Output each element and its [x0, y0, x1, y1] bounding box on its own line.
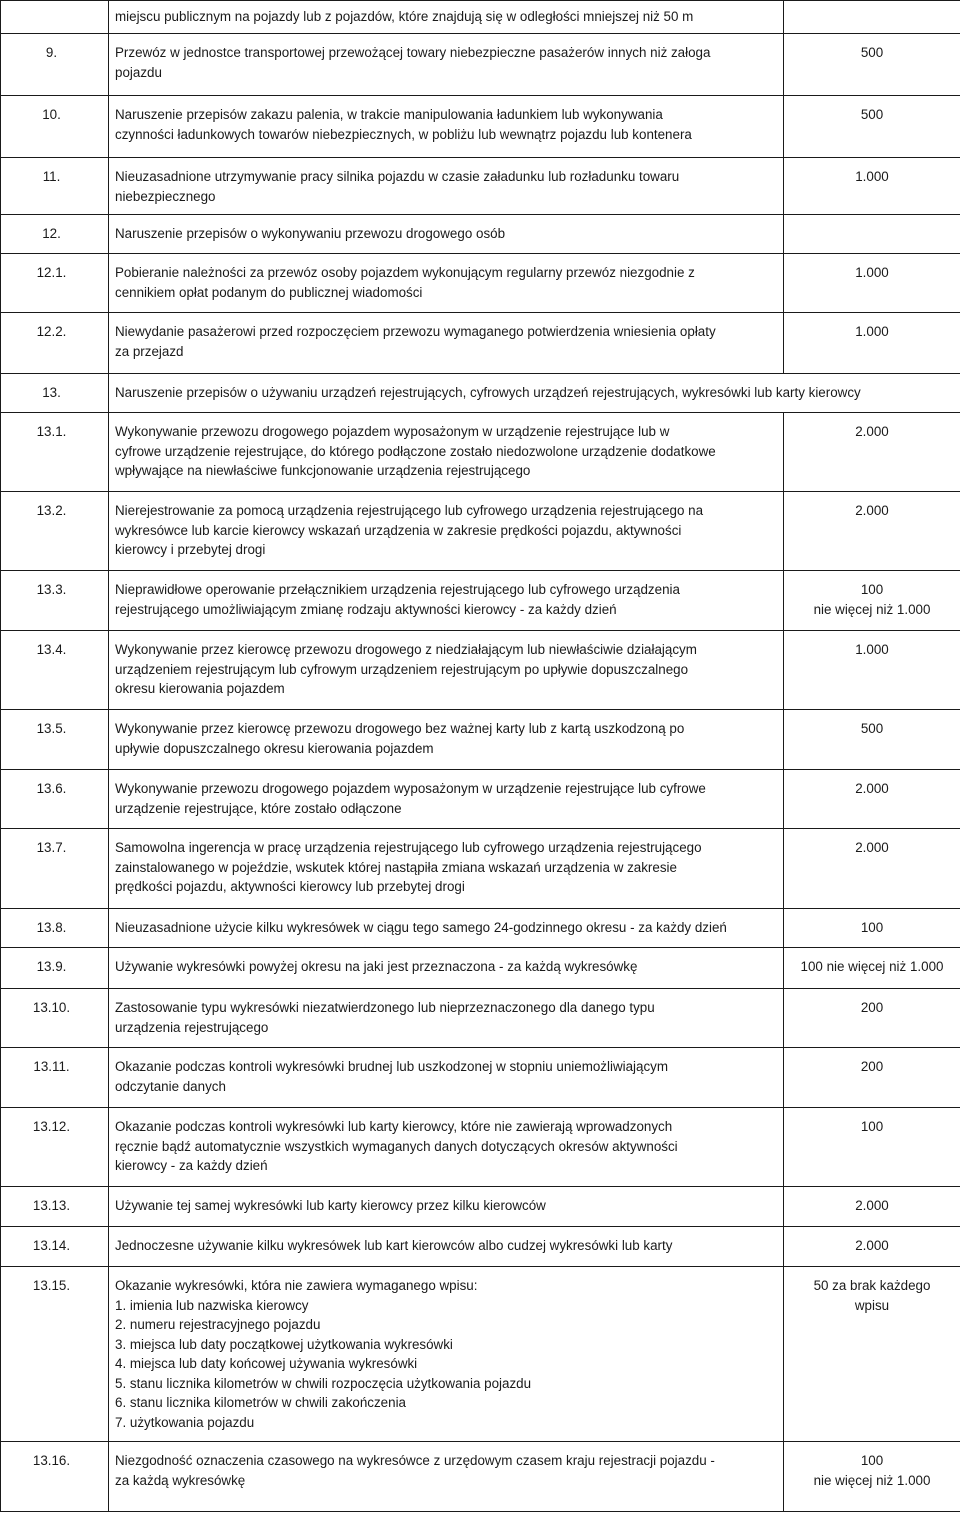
fine-amount: 2.000	[855, 424, 889, 439]
table-row	[1, 909, 960, 948]
row-number: 13.	[42, 385, 61, 400]
violation-description-line: pojazdu	[115, 64, 162, 80]
row-number: 13.14.	[32, 1238, 71, 1253]
table-row	[1, 1187, 960, 1227]
violation-description-line: Samowolna ingerencja w pracę urządzenia rejestrującego lub cyfrowego urządzenia rejestrującego	[115, 840, 702, 855]
fine-amount: 100	[860, 920, 884, 935]
violation-description-line: 3. miejsca lub daty początkowej użytkowania wykresówki	[115, 1336, 453, 1352]
fine-amount: 2.000	[855, 781, 889, 796]
violation-description-cell	[109, 1108, 784, 1187]
table-row	[1, 374, 960, 413]
violation-description-line: Okazanie wykresówki, która nie zawiera wymaganego wpisu:	[115, 1278, 478, 1293]
violation-description-line: urządzenia rejestrującego	[115, 1019, 269, 1035]
fine-amount: 2.000	[855, 840, 889, 855]
fine-amount-cell	[784, 215, 960, 254]
row-number: 13.11.	[33, 1059, 70, 1074]
violation-description-cell	[109, 1227, 784, 1267]
violation-description-line: Wykonywanie przez kierowcę przewozu drogowego bez ważnej karty lub z kartą uszkodzoną po	[115, 721, 685, 736]
table-row	[1, 34, 960, 96]
fine-amount-cell	[784, 413, 960, 492]
row-number-cell	[1, 34, 109, 96]
row-number: 13.13.	[32, 1198, 71, 1213]
violation-description-cell	[109, 492, 784, 571]
row-number-cell	[1, 1187, 109, 1227]
violation-description-line: urządzeniem rejestrującym lub cyfrowym urządzeniem rejestrującym po upływie dopuszczalnego	[115, 661, 689, 677]
violation-description-line: Niezgodność oznaczenia czasowego na wykresówce z urzędowym czasem kraju rejestracji pojazdu -	[115, 1453, 715, 1468]
violation-description-line: Pobieranie należności za przewóz osoby pojazdem wykonującym regularny przewóz niezgodnie z	[115, 265, 695, 280]
violation-description-cell	[109, 710, 784, 770]
fine-amount-cell	[784, 1227, 960, 1267]
violation-description-line: Wykonywanie przewozu drogowego pojazdem wyposażonym w urządzenie rejestrujące lub cyfrowe	[115, 781, 706, 796]
violation-description-line: 5. stanu licznika kilometrów w chwili rozpoczęcia użytkowania pojazdu	[115, 1375, 532, 1391]
violation-description-cell	[109, 909, 784, 948]
fine-amount-cell	[784, 1442, 960, 1512]
fine-amount-cell	[784, 1267, 960, 1442]
row-number-cell	[1, 631, 109, 710]
violation-description-line: urządzenie rejestrujące, które zostało odłączone	[115, 800, 402, 816]
violation-description-line: za przejazd	[115, 343, 184, 359]
row-number: 12.2.	[36, 324, 67, 339]
violation-description-line: Zastosowanie typu wykresówki niezatwierdzonego lub nieprzeznaczonego dla danego typu	[115, 1000, 655, 1015]
violation-description-cell	[109, 1442, 784, 1512]
fine-amount: 500	[860, 107, 884, 122]
fine-amount-cell	[784, 989, 960, 1048]
violation-description-line: Nierejestrowanie za pomocą urządzenia rejestrującego lub cyfrowego urządzenia rejestrującego na	[115, 503, 704, 518]
table-row	[1, 948, 960, 989]
fine-amount-cell	[784, 313, 960, 374]
row-number-cell	[1, 158, 109, 215]
table-row	[1, 710, 960, 770]
violation-description-cell	[109, 254, 784, 313]
violation-description-cell	[109, 948, 784, 989]
row-number-cell	[1, 909, 109, 948]
row-number: 13.10.	[32, 1000, 71, 1015]
violation-description-cell	[109, 313, 784, 374]
violation-description-cell	[109, 1, 784, 34]
fine-amount-cell	[784, 948, 960, 989]
fine-amount: 1.000	[855, 265, 889, 280]
fine-amount: 200	[860, 1000, 884, 1015]
violation-description-cell	[109, 1267, 784, 1442]
violation-description-line: Nieuzasadnione użycie kilku wykresówek w ciągu tego samego 24-godzinnego okresu - za każdy dzień	[115, 920, 727, 935]
row-number: 13.3.	[36, 582, 67, 597]
table-row	[1, 770, 960, 829]
row-number-cell	[1, 374, 109, 413]
violation-description-line: Naruszenie przepisów o wykonywaniu przewozu drogowego osób	[115, 226, 506, 241]
fine-amount-cell	[784, 909, 960, 948]
row-number: 13.4.	[36, 642, 67, 657]
violation-description-line: Używanie wykresówki powyżej okresu na jaki jest przeznaczona - za każdą wykresówkę	[115, 959, 638, 974]
violation-description-line: Nieuzasadnione utrzymywanie pracy silnika pojazdu w czasie załadunku lub rozładunku towaru	[115, 169, 680, 184]
fine-amount: 50 za brak każdego	[813, 1278, 931, 1293]
table-row	[1, 158, 960, 215]
fine-amount: nie więcej niż 1.000	[813, 601, 931, 617]
fine-amount: nie więcej niż 1.000	[813, 1472, 931, 1488]
fines-table-body	[1, 1, 960, 1512]
violation-description-cell	[109, 770, 784, 829]
table-row	[1, 492, 960, 571]
fine-amount: 2.000	[855, 503, 889, 518]
violation-description-cell	[109, 631, 784, 710]
row-number: 13.6.	[36, 781, 67, 796]
fine-amount-cell	[784, 1187, 960, 1227]
violation-description-cell	[109, 413, 784, 492]
fine-amount-cell	[784, 770, 960, 829]
violation-description-line: Jednoczesne używanie kilku wykresówek lub kart kierowców albo cudzej wykresówki lub karty	[115, 1238, 673, 1253]
table-row	[1, 989, 960, 1048]
table-row	[1, 631, 960, 710]
violation-description-line: Okazanie podczas kontroli wykresówki brudnej lub uszkodzonej w stopniu uniemożliwiającym	[115, 1059, 668, 1074]
row-number: 13.9.	[36, 959, 67, 974]
fine-amount: 1.000	[855, 642, 889, 657]
table-row	[1, 1267, 960, 1442]
table-row	[1, 313, 960, 374]
table-row	[1, 1, 960, 34]
violation-description-cell	[109, 34, 784, 96]
row-number: 10.	[42, 107, 61, 122]
table-row	[1, 96, 960, 158]
fine-amount-cell	[784, 829, 960, 909]
violation-description-cell	[109, 96, 784, 158]
fine-amount: 100	[860, 582, 884, 597]
violation-description-line: czynności ładunkowych towarów niebezpiecznych, w pobliżu lub wewnątrz pojazdu lub kontenera	[115, 126, 692, 142]
violation-description-cell	[109, 989, 784, 1048]
violation-description-line: 4. miejsca lub daty końcowej używania wykresówki	[115, 1356, 418, 1371]
violation-description-line: Naruszenie przepisów zakazu palenia, w trakcie manipulowania ładunkiem lub wykonywania	[115, 107, 663, 122]
table-row	[1, 829, 960, 909]
violation-description-cell	[109, 829, 784, 909]
violation-description-line: Nieprawidłowe operowanie przełącznikiem urządzenia rejestrującego lub cyfrowego urządzenia	[115, 582, 680, 597]
fine-amount-cell	[784, 254, 960, 313]
violation-description-cell	[109, 215, 784, 254]
violation-description-line: Wykonywanie przez kierowcę przewozu drogowego z niedziałającym lub niewłaściwie działającym	[115, 642, 697, 657]
violation-description-line: prędkości pojazdu, aktywności kierowcy lub przebytej drogi	[115, 879, 465, 894]
violation-description-line: 7. użytkowania pojazdu	[115, 1414, 255, 1430]
table-row	[1, 254, 960, 313]
row-number-cell	[1, 571, 109, 631]
violation-description-cell	[109, 571, 784, 631]
row-number: 13.8.	[36, 920, 67, 935]
row-number: 9.	[45, 45, 58, 60]
row-number-cell	[1, 96, 109, 158]
violation-description-line: Niewydanie pasażerowi przed rozpoczęciem przewozu wymaganego potwierdzenia wniesienia opłaty	[115, 324, 716, 339]
table-row	[1, 1048, 960, 1108]
fine-amount: 500	[860, 721, 884, 736]
fine-amount: wpisu	[854, 1297, 890, 1313]
fine-amount: 200	[860, 1059, 884, 1074]
row-number-cell	[1, 989, 109, 1048]
violation-description-line: wykresówce lub karcie kierowcy wskazań urządzenia w zakresie prędkości pojazdu, aktywności	[115, 522, 682, 538]
row-number: 13.1.	[36, 424, 67, 439]
violation-description-line: rejestrującego umożliwiającym zmianę rodzaju aktywności kierowcy - za każdy dzień	[115, 601, 617, 617]
violation-description-line: cennikiem opłat podanym do publicznej wiadomości	[115, 284, 423, 300]
row-number-cell	[1, 710, 109, 770]
fine-amount: 1.000	[855, 324, 889, 339]
violation-description-line: Naruszenie przepisów o używaniu urządzeń rejestrujących, cyfrowych urządzeń rejestrujących, wykresówki lub karty kierowcy	[115, 385, 861, 400]
row-number: 12.	[42, 226, 61, 241]
violation-description-cell	[109, 1187, 784, 1227]
row-number: 13.7.	[36, 840, 67, 855]
violation-description-line: za każdą wykresówkę	[115, 1472, 246, 1488]
violation-description-line: Używanie tej samej wykresówki lub karty kierowcy przez kilku kierowców	[115, 1198, 546, 1213]
row-number-cell	[1, 1442, 109, 1512]
row-number-cell	[1, 770, 109, 829]
row-number-cell	[1, 829, 109, 909]
row-number-cell	[1, 948, 109, 989]
violation-description-line: Przewóz w jednostce transportowej przewożącej towary niebezpieczne pasażerów innych niż załoga	[115, 45, 711, 60]
row-number-cell	[1, 254, 109, 313]
row-number: 13.5.	[36, 721, 67, 736]
violation-description-line: niebezpiecznego	[115, 188, 216, 204]
violation-description-line: cyfrowe urządzenie rejestrujące, do którego podłączone zostało niedozwolone urządzenie dodatkowe	[115, 443, 716, 459]
violation-description-line: okresu kierowania pojazdem	[115, 681, 285, 696]
fine-amount-cell	[784, 34, 960, 96]
violation-description-line: wpływające na niewłaściwe funkcjonowanie urządzenia rejestrującego	[115, 463, 531, 478]
row-number-cell	[1, 1267, 109, 1442]
fine-amount: 100	[860, 1119, 884, 1134]
row-number-cell	[1, 492, 109, 571]
fine-amount: 500	[860, 45, 884, 60]
violation-description-cell	[109, 374, 960, 413]
table-row	[1, 215, 960, 254]
table-row	[1, 1108, 960, 1187]
row-number-cell	[1, 1, 109, 34]
fine-amount-cell	[784, 710, 960, 770]
row-number: 11.	[42, 169, 61, 184]
fine-amount: 1.000	[855, 169, 889, 184]
table-row	[1, 1227, 960, 1267]
row-number-cell	[1, 413, 109, 492]
row-number-cell	[1, 313, 109, 374]
row-number-cell	[1, 215, 109, 254]
violation-description-cell	[109, 1048, 784, 1108]
fine-amount-cell	[784, 1108, 960, 1187]
violation-description-line: ręcznie bądź automatycznie wszystkich wymaganych danych dotyczących okresów aktywności	[115, 1138, 678, 1154]
violation-description-line: Okazanie podczas kontroli wykresówki lub karty kierowcy, które nie zawierają wprowadzonych	[115, 1119, 673, 1134]
fine-amount-cell	[784, 492, 960, 571]
violation-description-line: Wykonywanie przewozu drogowego pojazdem wyposażonym w urządzenie rejestrujące lub w	[115, 424, 670, 439]
violation-description-line: 2. numeru rejestracyjnego pojazdu	[115, 1317, 321, 1332]
fine-amount-cell	[784, 158, 960, 215]
table-row	[1, 1442, 960, 1512]
violation-description-line: odczytanie danych	[115, 1078, 226, 1094]
violation-description-line: upływie dopuszczalnego okresu kierowania pojazdem	[115, 740, 434, 756]
fine-amount: 100 nie więcej niż 1.000	[800, 959, 944, 974]
fine-amount-cell	[784, 571, 960, 631]
row-number: 13.15.	[32, 1278, 71, 1293]
table-row	[1, 571, 960, 631]
violation-description-line: kierowcy - za każdy dzień	[115, 1158, 268, 1173]
violation-description-cell	[109, 158, 784, 215]
fine-amount-cell	[784, 96, 960, 158]
row-number: 13.2.	[36, 503, 67, 518]
row-number-cell	[1, 1227, 109, 1267]
table-row	[1, 413, 960, 492]
fine-amount: 2.000	[855, 1238, 889, 1253]
row-number: 12.1.	[36, 265, 67, 280]
violation-description-line: 1. imienia lub nazwiska kierowcy	[115, 1297, 309, 1313]
fine-amount-cell	[784, 1048, 960, 1108]
violation-description-line: miejscu publicznym na pojazdy lub z pojazdów, które znajdują się w odległości mniejszej niż 50 m	[115, 9, 694, 24]
row-number: 13.16.	[32, 1453, 71, 1468]
fine-amount-cell	[784, 1, 960, 34]
fine-amount-cell	[784, 631, 960, 710]
violation-description-line: kierowcy i przebytej drogi	[115, 542, 266, 557]
row-number-cell	[1, 1048, 109, 1108]
row-number-cell	[1, 1108, 109, 1187]
violation-description-line: 6. stanu licznika kilometrów w chwili zakończenia	[115, 1395, 406, 1410]
row-number: 13.12.	[32, 1119, 71, 1134]
fine-amount: 100	[860, 1453, 884, 1468]
violation-description-line: zainstalowanego w pojeździe, wskutek której nastąpiła zmiana wskazań urządzenia w zakresie	[115, 859, 677, 875]
fine-amount: 2.000	[855, 1198, 889, 1213]
